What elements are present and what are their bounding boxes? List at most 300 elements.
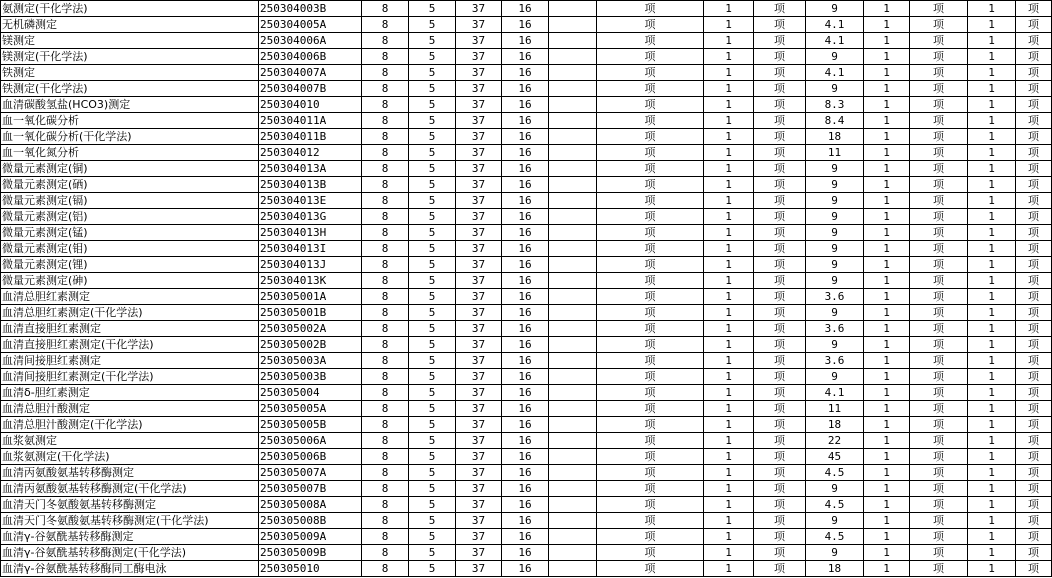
unit-cell[interactable]: 项	[1016, 337, 1052, 353]
value-cell[interactable]: 16	[502, 33, 549, 49]
unit-cell[interactable]: 项	[1016, 1, 1052, 17]
price-cell[interactable]: 9	[806, 49, 864, 65]
unit-cell[interactable]: 项	[754, 305, 806, 321]
value-cell[interactable]: 8	[362, 561, 409, 577]
value-cell[interactable]: 16	[502, 193, 549, 209]
value-cell[interactable]: 5	[409, 481, 456, 497]
unit-cell[interactable]: 项	[1016, 433, 1052, 449]
blank-cell[interactable]	[549, 433, 597, 449]
unit-cell[interactable]: 项	[910, 257, 968, 273]
value-cell[interactable]: 5	[409, 33, 456, 49]
blank-cell[interactable]	[549, 545, 597, 561]
item-name-cell[interactable]: 血清γ-谷氨酰基转移酶同工酶电泳	[1, 561, 259, 577]
quantity-cell[interactable]: 1	[968, 561, 1016, 577]
blank-cell[interactable]	[549, 65, 597, 81]
price-cell[interactable]: 4.1	[806, 33, 864, 49]
value-cell[interactable]: 37	[456, 289, 502, 305]
unit-cell[interactable]: 项	[1016, 385, 1052, 401]
price-cell[interactable]: 9	[806, 481, 864, 497]
price-cell[interactable]: 4.5	[806, 529, 864, 545]
quantity-cell[interactable]: 1	[704, 17, 754, 33]
unit-cell[interactable]: 项	[597, 145, 704, 161]
value-cell[interactable]: 8	[362, 177, 409, 193]
quantity-cell[interactable]: 1	[864, 321, 910, 337]
value-cell[interactable]: 16	[502, 497, 549, 513]
item-name-cell[interactable]: 血清总胆红素测定(干化学法)	[1, 305, 259, 321]
unit-cell[interactable]: 项	[754, 417, 806, 433]
price-cell[interactable]: 22	[806, 433, 864, 449]
unit-cell[interactable]: 项	[597, 305, 704, 321]
unit-cell[interactable]: 项	[1016, 289, 1052, 305]
unit-cell[interactable]: 项	[597, 113, 704, 129]
quantity-cell[interactable]: 1	[704, 257, 754, 273]
quantity-cell[interactable]: 1	[864, 113, 910, 129]
value-cell[interactable]: 8	[362, 129, 409, 145]
value-cell[interactable]: 8	[362, 545, 409, 561]
value-cell[interactable]: 8	[362, 161, 409, 177]
blank-cell[interactable]	[549, 353, 597, 369]
quantity-cell[interactable]: 1	[968, 97, 1016, 113]
price-cell[interactable]: 4.5	[806, 465, 864, 481]
blank-cell[interactable]	[549, 33, 597, 49]
unit-cell[interactable]: 项	[754, 321, 806, 337]
value-cell[interactable]: 5	[409, 369, 456, 385]
item-name-cell[interactable]: 血清总胆汁酸测定(干化学法)	[1, 417, 259, 433]
quantity-cell[interactable]: 1	[864, 1, 910, 17]
value-cell[interactable]: 5	[409, 177, 456, 193]
value-cell[interactable]: 16	[502, 1, 549, 17]
price-cell[interactable]: 9	[806, 513, 864, 529]
value-cell[interactable]: 37	[456, 273, 502, 289]
unit-cell[interactable]: 项	[597, 177, 704, 193]
quantity-cell[interactable]: 1	[864, 417, 910, 433]
unit-cell[interactable]: 项	[597, 129, 704, 145]
unit-cell[interactable]: 项	[1016, 273, 1052, 289]
quantity-cell[interactable]: 1	[968, 289, 1016, 305]
value-cell[interactable]: 16	[502, 49, 549, 65]
quantity-cell[interactable]: 1	[864, 337, 910, 353]
unit-cell[interactable]: 项	[754, 385, 806, 401]
quantity-cell[interactable]: 1	[968, 513, 1016, 529]
quantity-cell[interactable]: 1	[704, 337, 754, 353]
quantity-cell[interactable]: 1	[704, 401, 754, 417]
price-cell[interactable]: 18	[806, 561, 864, 577]
value-cell[interactable]: 8	[362, 273, 409, 289]
value-cell[interactable]: 8	[362, 97, 409, 113]
item-code-cell[interactable]: 250305010	[259, 561, 362, 577]
quantity-cell[interactable]: 1	[864, 129, 910, 145]
value-cell[interactable]: 8	[362, 385, 409, 401]
unit-cell[interactable]: 项	[910, 1, 968, 17]
quantity-cell[interactable]: 1	[704, 353, 754, 369]
value-cell[interactable]: 16	[502, 337, 549, 353]
item-name-cell[interactable]: 血一氧化碳分析	[1, 113, 259, 129]
item-name-cell[interactable]: 血清间接胆红素测定(干化学法)	[1, 369, 259, 385]
quantity-cell[interactable]: 1	[968, 433, 1016, 449]
unit-cell[interactable]: 项	[1016, 465, 1052, 481]
value-cell[interactable]: 37	[456, 113, 502, 129]
unit-cell[interactable]: 项	[1016, 209, 1052, 225]
blank-cell[interactable]	[549, 465, 597, 481]
quantity-cell[interactable]: 1	[968, 401, 1016, 417]
item-name-cell[interactable]: 血清丙氨酸氨基转移酶测定	[1, 465, 259, 481]
unit-cell[interactable]: 项	[1016, 497, 1052, 513]
value-cell[interactable]: 37	[456, 225, 502, 241]
price-cell[interactable]: 9	[806, 337, 864, 353]
item-code-cell[interactable]: 250305003B	[259, 369, 362, 385]
item-name-cell[interactable]: 微量元素测定(锂)	[1, 257, 259, 273]
unit-cell[interactable]: 项	[910, 481, 968, 497]
value-cell[interactable]: 8	[362, 289, 409, 305]
unit-cell[interactable]: 项	[597, 433, 704, 449]
value-cell[interactable]: 8	[362, 449, 409, 465]
value-cell[interactable]: 8	[362, 33, 409, 49]
blank-cell[interactable]	[549, 145, 597, 161]
blank-cell[interactable]	[549, 561, 597, 577]
item-code-cell[interactable]: 250305006A	[259, 433, 362, 449]
value-cell[interactable]: 8	[362, 225, 409, 241]
quantity-cell[interactable]: 1	[704, 545, 754, 561]
value-cell[interactable]: 37	[456, 97, 502, 113]
quantity-cell[interactable]: 1	[704, 561, 754, 577]
value-cell[interactable]: 16	[502, 97, 549, 113]
quantity-cell[interactable]: 1	[704, 305, 754, 321]
quantity-cell[interactable]: 1	[968, 465, 1016, 481]
value-cell[interactable]: 16	[502, 225, 549, 241]
price-cell[interactable]: 4.1	[806, 385, 864, 401]
item-name-cell[interactable]: 铁测定(干化学法)	[1, 81, 259, 97]
value-cell[interactable]: 16	[502, 401, 549, 417]
blank-cell[interactable]	[549, 337, 597, 353]
value-cell[interactable]: 5	[409, 497, 456, 513]
blank-cell[interactable]	[549, 305, 597, 321]
item-name-cell[interactable]: 微量元素测定(铜)	[1, 161, 259, 177]
unit-cell[interactable]: 项	[597, 401, 704, 417]
unit-cell[interactable]: 项	[754, 561, 806, 577]
unit-cell[interactable]: 项	[754, 161, 806, 177]
item-code-cell[interactable]: 250305001B	[259, 305, 362, 321]
value-cell[interactable]: 8	[362, 513, 409, 529]
blank-cell[interactable]	[549, 81, 597, 97]
value-cell[interactable]: 5	[409, 417, 456, 433]
item-name-cell[interactable]: 血清δ-胆红素测定	[1, 385, 259, 401]
value-cell[interactable]: 5	[409, 241, 456, 257]
value-cell[interactable]: 8	[362, 321, 409, 337]
quantity-cell[interactable]: 1	[864, 273, 910, 289]
value-cell[interactable]: 5	[409, 65, 456, 81]
unit-cell[interactable]: 项	[1016, 225, 1052, 241]
quantity-cell[interactable]: 1	[968, 257, 1016, 273]
unit-cell[interactable]: 项	[910, 417, 968, 433]
unit-cell[interactable]: 项	[754, 49, 806, 65]
value-cell[interactable]: 16	[502, 257, 549, 273]
unit-cell[interactable]: 项	[1016, 529, 1052, 545]
item-name-cell[interactable]: 血清天门冬氨酸氨基转移酶测定	[1, 497, 259, 513]
unit-cell[interactable]: 项	[754, 65, 806, 81]
unit-cell[interactable]: 项	[910, 225, 968, 241]
item-code-cell[interactable]: 250305008A	[259, 497, 362, 513]
quantity-cell[interactable]: 1	[968, 1, 1016, 17]
quantity-cell[interactable]: 1	[704, 433, 754, 449]
quantity-cell[interactable]: 1	[968, 65, 1016, 81]
value-cell[interactable]: 16	[502, 161, 549, 177]
quantity-cell[interactable]: 1	[704, 241, 754, 257]
unit-cell[interactable]: 项	[1016, 353, 1052, 369]
unit-cell[interactable]: 项	[597, 81, 704, 97]
value-cell[interactable]: 5	[409, 257, 456, 273]
quantity-cell[interactable]: 1	[864, 353, 910, 369]
price-cell[interactable]: 9	[806, 209, 864, 225]
quantity-cell[interactable]: 1	[968, 545, 1016, 561]
value-cell[interactable]: 16	[502, 289, 549, 305]
value-cell[interactable]: 37	[456, 257, 502, 273]
value-cell[interactable]: 8	[362, 193, 409, 209]
quantity-cell[interactable]: 1	[864, 81, 910, 97]
item-code-cell[interactable]: 250304006A	[259, 33, 362, 49]
value-cell[interactable]: 16	[502, 385, 549, 401]
item-name-cell[interactable]: 血清直接胆红素测定(干化学法)	[1, 337, 259, 353]
value-cell[interactable]: 5	[409, 561, 456, 577]
unit-cell[interactable]: 项	[910, 97, 968, 113]
quantity-cell[interactable]: 1	[968, 497, 1016, 513]
value-cell[interactable]: 16	[502, 113, 549, 129]
item-code-cell[interactable]: 250304013I	[259, 241, 362, 257]
unit-cell[interactable]: 项	[754, 177, 806, 193]
quantity-cell[interactable]: 1	[704, 497, 754, 513]
quantity-cell[interactable]: 1	[704, 209, 754, 225]
unit-cell[interactable]: 项	[1016, 177, 1052, 193]
item-code-cell[interactable]: 250305009B	[259, 545, 362, 561]
quantity-cell[interactable]: 1	[704, 97, 754, 113]
unit-cell[interactable]: 项	[1016, 81, 1052, 97]
unit-cell[interactable]: 项	[597, 193, 704, 209]
unit-cell[interactable]: 项	[1016, 561, 1052, 577]
quantity-cell[interactable]: 1	[704, 417, 754, 433]
item-name-cell[interactable]: 血清间接胆红素测定	[1, 353, 259, 369]
quantity-cell[interactable]: 1	[864, 145, 910, 161]
unit-cell[interactable]: 项	[597, 49, 704, 65]
unit-cell[interactable]: 项	[754, 529, 806, 545]
quantity-cell[interactable]: 1	[864, 65, 910, 81]
item-code-cell[interactable]: 250304013H	[259, 225, 362, 241]
item-name-cell[interactable]: 微量元素测定(硒)	[1, 177, 259, 193]
value-cell[interactable]: 37	[456, 545, 502, 561]
blank-cell[interactable]	[549, 513, 597, 529]
unit-cell[interactable]: 项	[910, 193, 968, 209]
quantity-cell[interactable]: 1	[864, 529, 910, 545]
value-cell[interactable]: 8	[362, 369, 409, 385]
value-cell[interactable]: 37	[456, 497, 502, 513]
value-cell[interactable]: 8	[362, 417, 409, 433]
unit-cell[interactable]: 项	[1016, 305, 1052, 321]
value-cell[interactable]: 8	[362, 17, 409, 33]
value-cell[interactable]: 37	[456, 321, 502, 337]
item-code-cell[interactable]: 250305003A	[259, 353, 362, 369]
blank-cell[interactable]	[549, 49, 597, 65]
value-cell[interactable]: 5	[409, 305, 456, 321]
quantity-cell[interactable]: 1	[968, 337, 1016, 353]
value-cell[interactable]: 5	[409, 209, 456, 225]
unit-cell[interactable]: 项	[754, 241, 806, 257]
unit-cell[interactable]: 项	[910, 49, 968, 65]
item-name-cell[interactable]: 血一氧化氮分析	[1, 145, 259, 161]
blank-cell[interactable]	[549, 449, 597, 465]
unit-cell[interactable]: 项	[597, 481, 704, 497]
value-cell[interactable]: 37	[456, 401, 502, 417]
item-name-cell[interactable]: 血清γ-谷氨酰基转移酶测定(干化学法)	[1, 545, 259, 561]
unit-cell[interactable]: 项	[754, 97, 806, 113]
item-code-cell[interactable]: 250304003B	[259, 1, 362, 17]
unit-cell[interactable]: 项	[1016, 113, 1052, 129]
value-cell[interactable]: 37	[456, 561, 502, 577]
value-cell[interactable]: 5	[409, 513, 456, 529]
price-cell[interactable]: 3.6	[806, 321, 864, 337]
unit-cell[interactable]: 项	[597, 465, 704, 481]
quantity-cell[interactable]: 1	[968, 369, 1016, 385]
value-cell[interactable]: 5	[409, 97, 456, 113]
price-cell[interactable]: 9	[806, 545, 864, 561]
quantity-cell[interactable]: 1	[968, 193, 1016, 209]
unit-cell[interactable]: 项	[754, 513, 806, 529]
value-cell[interactable]: 16	[502, 273, 549, 289]
item-name-cell[interactable]: 血清总胆红素测定	[1, 289, 259, 305]
price-cell[interactable]: 9	[806, 369, 864, 385]
value-cell[interactable]: 37	[456, 129, 502, 145]
unit-cell[interactable]: 项	[910, 145, 968, 161]
quantity-cell[interactable]: 1	[968, 81, 1016, 97]
value-cell[interactable]: 8	[362, 257, 409, 273]
unit-cell[interactable]: 项	[597, 561, 704, 577]
unit-cell[interactable]: 项	[754, 225, 806, 241]
price-cell[interactable]: 9	[806, 193, 864, 209]
value-cell[interactable]: 5	[409, 193, 456, 209]
value-cell[interactable]: 16	[502, 145, 549, 161]
price-cell[interactable]: 8.3	[806, 97, 864, 113]
quantity-cell[interactable]: 1	[704, 161, 754, 177]
unit-cell[interactable]: 项	[597, 321, 704, 337]
unit-cell[interactable]: 项	[1016, 449, 1052, 465]
item-name-cell[interactable]: 微量元素测定(钼)	[1, 241, 259, 257]
quantity-cell[interactable]: 1	[968, 177, 1016, 193]
item-name-cell[interactable]: 血清天门冬氨酸氨基转移酶测定(干化学法)	[1, 513, 259, 529]
quantity-cell[interactable]: 1	[864, 497, 910, 513]
unit-cell[interactable]: 项	[597, 513, 704, 529]
unit-cell[interactable]: 项	[1016, 513, 1052, 529]
value-cell[interactable]: 8	[362, 65, 409, 81]
value-cell[interactable]: 16	[502, 481, 549, 497]
unit-cell[interactable]: 项	[597, 161, 704, 177]
item-code-cell[interactable]: 250304013K	[259, 273, 362, 289]
value-cell[interactable]: 37	[456, 529, 502, 545]
value-cell[interactable]: 37	[456, 513, 502, 529]
value-cell[interactable]: 8	[362, 337, 409, 353]
unit-cell[interactable]: 项	[754, 81, 806, 97]
value-cell[interactable]: 5	[409, 81, 456, 97]
quantity-cell[interactable]: 1	[864, 209, 910, 225]
unit-cell[interactable]: 项	[597, 497, 704, 513]
blank-cell[interactable]	[549, 369, 597, 385]
value-cell[interactable]: 37	[456, 145, 502, 161]
quantity-cell[interactable]: 1	[704, 81, 754, 97]
item-code-cell[interactable]: 250305002A	[259, 321, 362, 337]
value-cell[interactable]: 5	[409, 113, 456, 129]
quantity-cell[interactable]: 1	[968, 305, 1016, 321]
unit-cell[interactable]: 项	[910, 321, 968, 337]
blank-cell[interactable]	[549, 113, 597, 129]
blank-cell[interactable]	[549, 497, 597, 513]
value-cell[interactable]: 16	[502, 353, 549, 369]
unit-cell[interactable]: 项	[754, 353, 806, 369]
value-cell[interactable]: 37	[456, 209, 502, 225]
unit-cell[interactable]: 项	[910, 241, 968, 257]
unit-cell[interactable]: 项	[597, 33, 704, 49]
unit-cell[interactable]: 项	[910, 497, 968, 513]
unit-cell[interactable]: 项	[910, 513, 968, 529]
unit-cell[interactable]: 项	[754, 497, 806, 513]
value-cell[interactable]: 8	[362, 1, 409, 17]
quantity-cell[interactable]: 1	[864, 241, 910, 257]
value-cell[interactable]: 16	[502, 561, 549, 577]
price-cell[interactable]: 9	[806, 1, 864, 17]
unit-cell[interactable]: 项	[910, 289, 968, 305]
unit-cell[interactable]: 项	[1016, 33, 1052, 49]
value-cell[interactable]: 8	[362, 401, 409, 417]
item-name-cell[interactable]: 血浆氨测定(干化学法)	[1, 449, 259, 465]
quantity-cell[interactable]: 1	[864, 561, 910, 577]
price-cell[interactable]: 4.1	[806, 17, 864, 33]
unit-cell[interactable]: 项	[754, 433, 806, 449]
quantity-cell[interactable]: 1	[968, 145, 1016, 161]
unit-cell[interactable]: 项	[597, 289, 704, 305]
quantity-cell[interactable]: 1	[704, 113, 754, 129]
item-name-cell[interactable]: 血一氧化碳分析(干化学法)	[1, 129, 259, 145]
quantity-cell[interactable]: 1	[864, 433, 910, 449]
price-cell[interactable]: 9	[806, 225, 864, 241]
blank-cell[interactable]	[549, 289, 597, 305]
unit-cell[interactable]: 项	[754, 193, 806, 209]
value-cell[interactable]: 37	[456, 193, 502, 209]
item-code-cell[interactable]: 250304013B	[259, 177, 362, 193]
value-cell[interactable]: 5	[409, 129, 456, 145]
blank-cell[interactable]	[549, 209, 597, 225]
value-cell[interactable]: 37	[456, 161, 502, 177]
value-cell[interactable]: 8	[362, 113, 409, 129]
value-cell[interactable]: 8	[362, 481, 409, 497]
unit-cell[interactable]: 项	[910, 33, 968, 49]
value-cell[interactable]: 37	[456, 49, 502, 65]
quantity-cell[interactable]: 1	[864, 17, 910, 33]
value-cell[interactable]: 5	[409, 225, 456, 241]
item-name-cell[interactable]: 微量元素测定(铝)	[1, 209, 259, 225]
unit-cell[interactable]: 项	[754, 209, 806, 225]
unit-cell[interactable]: 项	[597, 97, 704, 113]
value-cell[interactable]: 16	[502, 65, 549, 81]
unit-cell[interactable]: 项	[597, 449, 704, 465]
price-cell[interactable]: 9	[806, 81, 864, 97]
price-cell[interactable]: 8.4	[806, 113, 864, 129]
value-cell[interactable]: 37	[456, 353, 502, 369]
item-code-cell[interactable]: 250304007A	[259, 65, 362, 81]
unit-cell[interactable]: 项	[754, 129, 806, 145]
unit-cell[interactable]: 项	[910, 401, 968, 417]
value-cell[interactable]: 5	[409, 433, 456, 449]
price-cell[interactable]: 9	[806, 273, 864, 289]
unit-cell[interactable]: 项	[910, 209, 968, 225]
unit-cell[interactable]: 项	[754, 449, 806, 465]
value-cell[interactable]: 8	[362, 465, 409, 481]
quantity-cell[interactable]: 1	[704, 513, 754, 529]
unit-cell[interactable]: 项	[754, 145, 806, 161]
